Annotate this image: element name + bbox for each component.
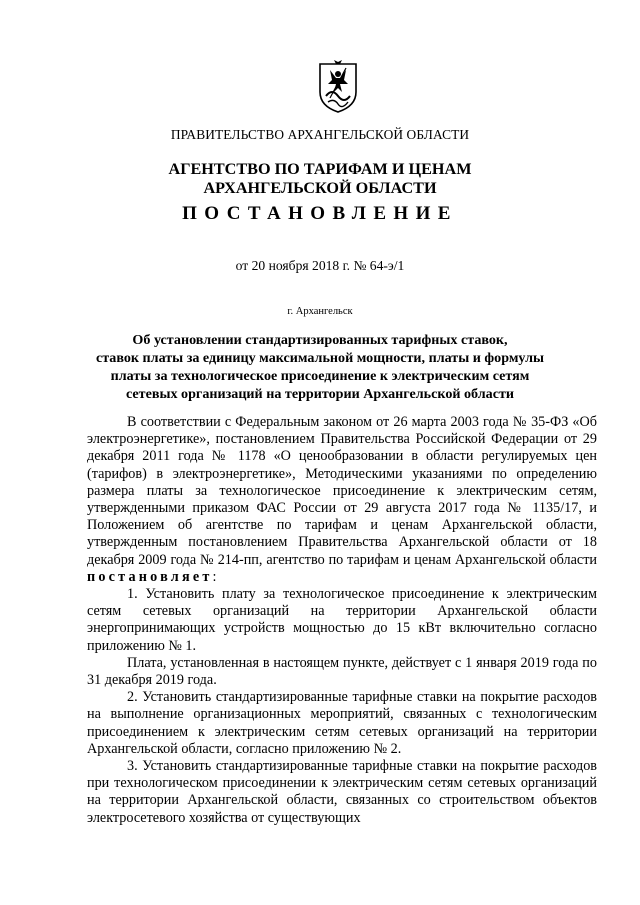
subject-line-2: ставок платы за единицу максимальной мощности, платы и формулы: [95, 350, 545, 366]
agency-title: [0, 160, 640, 198]
item-3-paragraph: 3. Установить стандартизированные тарифные ставки на покрытие расходов при технологическом присоединении к электрическим сетям сетевых организаций на территории Архангельской области, связанных со строительством объектов электросетевого хозяйства от существующих: [87, 758, 597, 826]
government-title: ПРАВИТЕЛЬСТВО АРХАНГЕЛЬСКОЙ ОБЛАСТИ: [170, 127, 470, 142]
decree-word: постановляет: [87, 568, 213, 585]
subject-line-3: платы за технологическое присоединение к электрическим сетям: [110, 368, 530, 384]
item-1-paragraph: 1. Установить плату за технологическое присоединение к электрическим сетям сетевых организаций на территории Архангельской области энергопринимающих устройств мощностью до 15 кВт включительно согласно приложению № 1.: [87, 586, 597, 654]
document-body: [87, 414, 597, 827]
preamble-text: В соответствии с Федеральным законом от 26 марта 2003 года № 35-ФЗ «Об электроэнергетике», постановлением Правительства Российской Федерации от 29 декабря 2011 года № 1178 «О ценообразовании в области регулируемых цен (тарифов) в электроэнергетике», Методическими указаниями по определению размера платы за технологическое присоединение к электрическим сетям, утвержденными приказом ФАС России от 29 августа 2017 года № 1135/17, и Положением об агентстве по тарифам и ценам Архангельской области, утвержденным постановлением Правительства Архангельской области от 18 декабря 2009 года № 214-пп, агентство по тарифам и ценам Архангельской области: [87, 414, 597, 568]
date-and-number: от 20 ноября 2018 г. № 64-э/1: [235, 258, 405, 273]
document-subject: [60, 331, 580, 403]
decree-colon: :: [212, 568, 217, 585]
agency-title-line-1: АГЕНТСТВО ПО ТАРИФАМ И ЦЕНАМ: [168, 160, 472, 178]
preamble-paragraph: [87, 414, 597, 586]
item-2-paragraph: 2. Установить стандартизированные тарифные ставки на покрытие расходов на выполнение организационных мероприятий, связанных с технологическим присоединением к электрическим сетям сетевых организаций на территории Архангельской области, согласно приложению № 2.: [87, 689, 597, 757]
subject-line-4: сетевых организаций на территории Архангельской области: [125, 386, 515, 402]
agency-title-line-2: АРХАНГЕЛЬСКОЙ ОБЛАСТИ: [203, 179, 437, 197]
arkhangelsk-coat-of-arms-icon: [316, 58, 360, 114]
item-1-note-paragraph: Плата, установленная в настоящем пункте, действует с 1 января 2019 года по 31 декабря 2019 года.: [87, 654, 597, 689]
city: г. Архангельск: [287, 306, 353, 317]
subject-line-1: Об установлении стандартизированных тарифных ставок,: [132, 332, 508, 348]
document-type: ПОСТАНОВЛЕНИЕ: [182, 203, 458, 224]
